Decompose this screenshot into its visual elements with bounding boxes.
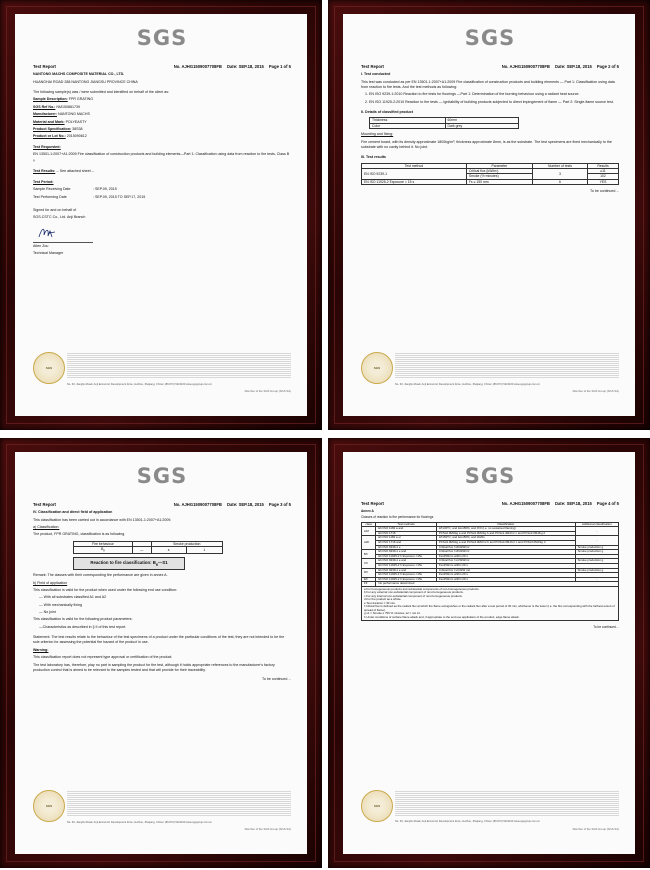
note-item: c For any internal non-substantial component of non-homogeneous products.: [364, 593, 463, 598]
table-cell: EN ISO 1182 a or: [376, 536, 436, 541]
column-header: Parameter: [466, 163, 532, 168]
report-number: No. AJHG1509007708FB: [173, 64, 222, 69]
table-cell: Fs≤150mm within 20 s: [436, 577, 575, 582]
table-cell: Critical flux f ≥3.0kW m2: [436, 568, 575, 573]
column-header: Additional classification: [575, 522, 618, 527]
table-cell: Bfl: [362, 550, 376, 559]
annex-notes: [361, 587, 619, 622]
statement-text: Statement: The test results relate to the behaviour of the test specimens of a product under the particular conditions of the test; they are not intended to be the sole criterion for assessing the potential fire hazard of the product in use.: [33, 635, 285, 645]
classification-table: [73, 541, 223, 554]
table-cell: Smoke production g: [575, 545, 618, 550]
sample-fields: [33, 97, 291, 139]
table-cell: 3: [532, 168, 587, 179]
section-text: This classification has been carried out in accordance with EN 13501-1:2007+A1:2009.: [33, 517, 172, 522]
table-cell: ΔT≤30°C; and Δm≤50%; and tf=0 (i.e. no sustained flaming): [436, 527, 575, 532]
table-cell: EN ISO 11925-2 h Exposure =15s: [376, 577, 436, 582]
test-period-label: Test Period:: [33, 179, 54, 184]
table-cell: PCS≤3.0MJ/kg a and PCS≤4.0MJ/m² b and PCS≤4.0MJ/m² c and PCS≤3.0MJ/kg d: [436, 541, 575, 546]
details-table: [369, 117, 519, 129]
table-cell: Smoke production g: [575, 559, 618, 564]
warning-text: The test laboratory has, therefore, play no part in sampling the product for the test, although it holds appropriate references to the manufacturer's factory production control that is aimed to be relevant to the samples tested and that will provide for their traceability.: [33, 662, 275, 672]
table-cell: EN ISO 11925-2 Exposure = 15 s: [362, 179, 467, 184]
page-number: Page 2 of 5: [596, 64, 619, 69]
sgs-seal-icon: SGS: [361, 352, 393, 384]
table-cell: ≥11: [587, 168, 618, 173]
report-title: Test Report: [361, 501, 384, 506]
annex-table: [361, 522, 619, 587]
page-footer: [361, 788, 619, 846]
note-item: g s1 = Smoke ≤ 750 % minutes; s2 = not s1.: [364, 611, 421, 616]
note-item: e Test duration = 30 min.: [364, 600, 396, 605]
table-cell: EN ISO 11925-2 h Exposure =15s: [376, 573, 436, 578]
receiving-date-value: : SEP.09, 2015: [93, 187, 117, 192]
column-header: Smoke production: [151, 541, 223, 546]
table-cell: EN ISO 1716 and: [376, 541, 436, 546]
footer-member: Member of the SGS Group (SGS SA): [572, 389, 619, 393]
sgs-seal-icon: SGS: [361, 790, 393, 822]
table-cell: PCS≤2.0MJ/kg a and PCS≤2.0MJ/kg b and PCS≤1.4MJ/m² c and PCS≤2.0MJ/kg d: [436, 531, 575, 536]
table-cell: 60mm: [445, 118, 518, 123]
footer-member: Member of the SGS Group (SGS SA): [244, 827, 291, 831]
field-value: 2015090612: [66, 134, 87, 139]
report-header: [33, 502, 291, 507]
table-cell: EN ISO 9239-1: [362, 168, 467, 179]
table-cell: EN ISO 11925-2 h Exposure =15s: [376, 564, 436, 569]
column-header: Test method: [362, 163, 467, 168]
table-cell: Smoke production g: [575, 568, 618, 573]
field-label: Product or Lot No.:: [33, 134, 66, 139]
footer-address: No. 30, JiangSu Road, Anji Economic Development Zone, Huzhou, Zhejiang, China t (86-572) 5221100 www.sgsgroup.com.cn: [67, 821, 212, 824]
column-header: Classification: [436, 522, 575, 527]
warning-text: This classification report does not represent type approval or certification of the product.: [33, 655, 173, 660]
table-cell: -: [575, 577, 618, 582]
annex-title: Annex A: [361, 509, 374, 514]
field-label: Material and Mark:: [33, 119, 65, 124]
table-cell: No performance determined: [376, 582, 619, 587]
table-cell: Smoke production g: [575, 550, 618, 555]
signer-name: Aiten Zou: [33, 242, 93, 249]
table-cell: Fs≤150mm within 20 s: [436, 554, 575, 559]
section-heading: IV. Classification and direct field of application: [33, 510, 113, 515]
field-application-text: This classification is valid for the product when used under the following end use condition:: [33, 587, 178, 592]
table-cell: Smoke (%·minutes): [466, 174, 532, 179]
classification-text: The product, FPR GRATING, classification is as following.: [33, 532, 126, 537]
field-label: Sample Description:: [33, 97, 68, 102]
table-cell: EN ISO 9239-1 e and: [376, 550, 436, 555]
table-cell: Critical flux f ≥4.5kW/m²: [436, 559, 575, 564]
table-row: [362, 582, 619, 587]
classification-label: a) Classification:: [33, 524, 60, 529]
fine-print: [67, 790, 291, 816]
report-page-2: [343, 14, 635, 416]
page-footer: [33, 350, 291, 408]
column-header: Test methods: [376, 522, 436, 527]
table-row: [370, 123, 519, 128]
test-requested-text: EN 13501-1:2007+A1:2009 Fire classification of construction products and building elements—Part 1: Classification using data from reaction to fire tests, Class B $_{fl}$: [33, 152, 290, 164]
mounting-label: Mounting and fixing:: [361, 132, 394, 137]
page-number: Page 1 of 5: [268, 64, 291, 69]
footer-member: Member of the SGS Group (SGS SA): [244, 389, 291, 393]
table-cell: A1fl: [362, 527, 376, 536]
field-application-text: This classification is valid for the following product parameters:: [33, 617, 133, 622]
footer-address: No. 30, JiangSu Road, Anji Economic Development Zone, Huzhou, Zhejiang, China t (86-572) 5221100 www.sgsgroup.com.cn: [67, 383, 212, 386]
report-title: Test Report: [33, 502, 56, 507]
method-item: 2. EN ISO 11925-2:2010 Reaction to fire tests — Ignitability of building products subjected to direct impingement of flame — Part 2: Single-flame source test.: [365, 99, 614, 104]
table-cell: Efl: [362, 577, 376, 582]
table-cell: Critical flux f ≥8.0kW/m²: [436, 545, 575, 550]
field-application-label: b) Field of application: [33, 580, 68, 585]
report-title: Test Report: [361, 64, 384, 69]
class-subscript: fl: [33, 159, 35, 164]
table-cell: —: [132, 546, 151, 553]
table-cell: Color: [370, 123, 446, 128]
table-cell: Thickness: [370, 118, 446, 123]
section-heading: II. Details of classified product: [361, 109, 413, 114]
table-cell: Fs≤150mm within 20 s: [436, 573, 575, 578]
table-cell: Dfl: [362, 568, 376, 577]
list-item: — With all substrates classified A1 and A2: [39, 595, 107, 600]
remark-text: Remark: The classes with their corresponding fire performance are given in annex A.: [33, 573, 168, 578]
field-label: SGS Ref No.:: [33, 104, 56, 109]
table-cell: EN ISO 9239-1 e and: [376, 568, 436, 573]
report-date: Date: SEP.18, 2015: [226, 64, 264, 69]
intro-text: The following sample(s) was / were submitted and identified on behalf of the client as:: [33, 89, 170, 94]
note-item: d For the product as a whole.: [364, 597, 402, 602]
test-results-value: -- See attached sheet --: [56, 169, 95, 174]
field-label: Product Specification:: [33, 126, 72, 131]
table-cell: Fs ≤ 150 mm: [466, 179, 532, 184]
report-header: [361, 502, 619, 506]
report-page-1: [15, 14, 307, 416]
note-item: h Under conditions of surface flame attack and, if appropriate to the end use application of the product, edge flame attack.: [364, 614, 520, 619]
section-heading: I. Test conducted: [361, 72, 391, 77]
list-item: — No joint: [39, 610, 56, 615]
table-cell: EN ISO 9239-1 e and: [376, 559, 436, 564]
fine-print: [395, 790, 619, 816]
footer-address: No. 30, JiangSu Road, Anji Economic Development Zone, Huzhou, Zhejiang, China t (86-572) 5221100 www.sgsgroup.com.cn: [395, 820, 540, 823]
sgs-logo: SGS: [136, 464, 188, 488]
report-title: Test Report: [33, 64, 56, 69]
section-text: This test was conducted as per EN 13501-1:2007+A1:2009 Fire classification of construction products and building elements — Part 1: Classification using data from reaction to fire tests. And the test methods as following:: [361, 79, 615, 89]
report-date: Date: SEP.18, 2015: [554, 64, 592, 69]
footer-member: Member of the SGS Group (SGS SA): [572, 827, 619, 831]
note-item: f Critical flux is defined as the radiant flux at which the flame extinguishes or the radiant flux after a test period of 30 min, whichever is the lower (i.e. the flux corresponding with the furthest extent of spread of flame).: [364, 604, 615, 612]
method-item: 1. EN ISO 9239-1:2010 Reaction to fire tests for floorings —Part 1: Determination of the burning behaviour using a radiant heat source.: [365, 92, 580, 97]
continued-text: To be continued…: [590, 189, 619, 194]
table-cell: ΔT≤50°C; and Δm≤50%; and tf≤20s: [436, 536, 575, 541]
page-number: Page 4 of 5: [596, 501, 619, 506]
table-cell: $B_{fl}$: [74, 546, 133, 553]
table-cell: EN ISO 11925-2 h Exposure =15s: [376, 554, 436, 559]
receiving-date-label: Sample Receiving Date: [33, 187, 71, 192]
list-item: — With mechanically fixing: [39, 602, 82, 607]
table-cell: EN ISO 1716: [376, 531, 436, 536]
results-table: [361, 163, 619, 186]
page-footer: [361, 350, 619, 408]
field-label: Manufacturer:: [33, 112, 57, 117]
table-cell: A2fl: [362, 536, 376, 550]
mounting-text: Fire cement board, with its density approximate 1800kg/m³, thickness approximate 8mm, is as the substrate. The test specimens are fixed mechanically to the substrate with no cavity behind it. No joint.: [361, 139, 612, 149]
table-cell: Cfl: [362, 559, 376, 568]
note-item: a For homogeneous products and substantial components of non-homogeneous products.: [364, 586, 480, 591]
table-cell: Critical flux f ≥8.0kW/m²: [436, 550, 575, 555]
sgs-logo: SGS: [136, 26, 188, 50]
field-value: POLYEASTY: [65, 119, 87, 124]
report-number: No. AJHG1509007708FB: [501, 64, 550, 69]
test-requested-label: Test Requested:: [33, 144, 61, 149]
column-header: class: [362, 522, 376, 527]
sgs-logo: SGS: [464, 464, 516, 488]
table-cell: 6: [532, 179, 587, 184]
field-value: FPR GRATING: [68, 97, 94, 102]
table-cell: s: [151, 546, 186, 553]
continued-text: To be continued…: [593, 625, 619, 630]
report-number: No. AJHG1509007708FB: [173, 502, 222, 507]
continued-text: To be continued…: [262, 677, 291, 682]
table-cell: Critical flux (kW/m²): [466, 168, 532, 173]
field-value: NM150881739: [56, 104, 80, 109]
table-cell: EN ISO 1182 a and: [376, 527, 436, 532]
table-row: [362, 168, 619, 173]
field-value: NANTONG MACHS: [57, 112, 90, 117]
report-date: Date: SEP.18, 2015: [226, 502, 264, 507]
list-item: —Characteristics as described in § II of this test report.: [39, 624, 127, 629]
signer-title: Technical Manager: [33, 251, 64, 256]
frame-page-4: [328, 438, 650, 868]
section-heading: III. Test results: [361, 155, 386, 160]
report-page-3: [15, 452, 307, 854]
signed-org: SGS-CSTC Co., Ltd. Anji Branch: [33, 215, 86, 220]
report-number: No. AJHG1509007708FB: [501, 501, 550, 506]
table-cell: YES: [587, 179, 618, 184]
frame-page-1: [0, 0, 322, 430]
table-row: [362, 179, 619, 184]
page-number: Page 3 of 5: [268, 502, 291, 507]
table-cell: Fs≤150mm within 20 s: [436, 564, 575, 569]
client-company: NANTONG MACHS COMPOSITE MATERIAL CO., LTD.: [33, 72, 125, 77]
table-row: [74, 546, 223, 553]
table-cell: Dark grey: [445, 123, 518, 128]
column-header: Results: [587, 163, 618, 168]
report-date: Date: SEP.18, 2015: [554, 501, 592, 506]
fine-print: [395, 352, 619, 378]
footer-address: No. 30, JiangSu Road, Anji Economic Development Zone, Huzhou, Zhejiang, China t (86-572) 5221100 www.sgsgroup.com.cn: [395, 383, 540, 386]
signed-text: Signed for and on behalf of: [33, 207, 77, 212]
column-header: Number of tests: [532, 163, 587, 168]
performing-date-value: : SEP.09, 2015 TO SEP.17, 2015: [93, 194, 146, 199]
frame-page-3: [0, 438, 322, 868]
table-cell: -: [575, 536, 618, 545]
performing-date-label: Test Performing Date: [33, 194, 67, 199]
table-cell: 102: [587, 174, 618, 179]
field-value: 38S38: [72, 126, 83, 131]
table-cell: EN ISO 9239-1 e: [376, 545, 436, 550]
report-header: [361, 64, 619, 69]
table-cell: -: [575, 527, 618, 536]
fine-print: [67, 352, 291, 378]
client-address: HUANGHAI ROAD 288 NANTONG JIANGSU PROVINCE CHINA: [33, 79, 138, 84]
note-item: b For any external non-substantial component of non-homogeneous products.: [364, 590, 464, 595]
sgs-logo: SGS: [464, 26, 516, 50]
annex-subtitle: Classes of reaction to fire performance for floorings: [361, 515, 434, 520]
report-header: [33, 64, 291, 69]
warning-label: Warning:: [33, 647, 49, 652]
classification-result-box: Reaction to fire classification: $B_{fl}—S1$: [73, 557, 185, 570]
sgs-seal-icon: SGS: [33, 790, 65, 822]
sgs-seal-icon: SGS: [33, 352, 65, 384]
table-cell: 1: [186, 546, 222, 553]
table-cell: Ffl: [362, 582, 376, 587]
column-header: Fire behaviour: [74, 541, 133, 546]
page-footer: [33, 788, 291, 846]
test-results-label: Test Results:: [33, 169, 56, 174]
frame-page-2: [328, 0, 650, 430]
report-page-4: [343, 452, 635, 854]
signature-image: [37, 225, 57, 239]
